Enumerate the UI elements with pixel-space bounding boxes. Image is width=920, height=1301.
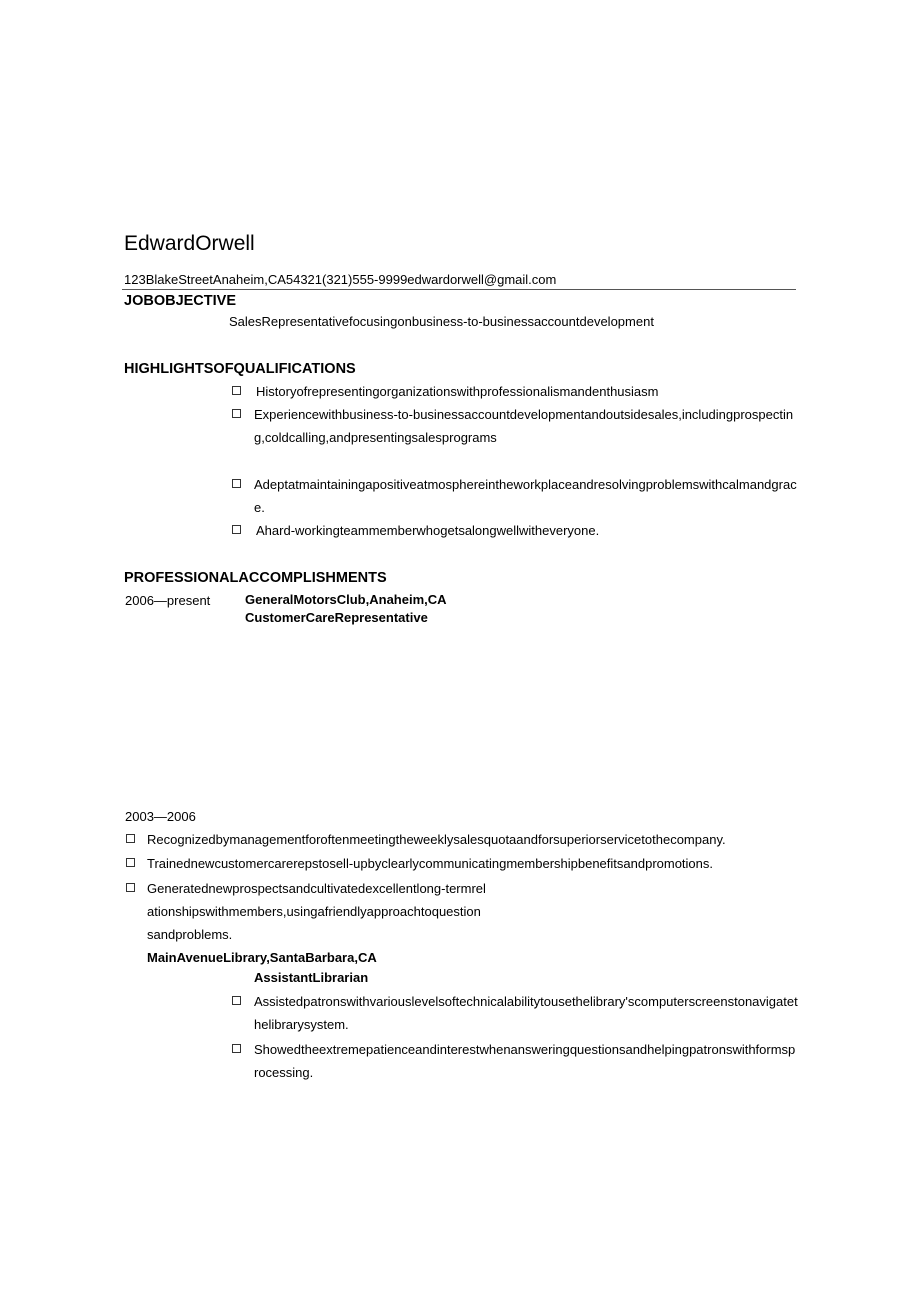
job2-dates: 2003—2006: [125, 809, 196, 824]
accomplishment-item: Trainednewcustomercarerepstosell-upbyclearlycommunicatingmembershipbenefitsandpromotions.: [147, 856, 714, 871]
accomplishment-item: Recognizedbymanagementforoftenmeetingtheweeklysalesquotaandforsuperiorservicetothecompany.: [147, 832, 726, 847]
resume-name: EdwardOrwell: [124, 232, 255, 255]
qualification-item: Experiencewithbusiness-to-businessaccountdevelopmentandoutsidesales,includingprospecting,coldcalling,andpresentingsalesprograms: [254, 407, 794, 445]
qualification-item: Historyofrepresentingorganizationswithprofessionalismandenthusiasm: [256, 384, 659, 399]
accomplishments-heading: PROFESSIONALACCOMPLISHMENTS: [124, 570, 387, 586]
job3-employer: MainAvenueLibrary,SantaBarbara,CA: [147, 950, 377, 965]
contact-line: 123BlakeStreetAnaheim,CA54321(321)555-9999edwardorwell@gmail.com: [124, 272, 557, 287]
bullet-checkbox-icon: [232, 996, 241, 1005]
bullet-checkbox-icon: [232, 1044, 241, 1053]
bullet-checkbox-icon: [232, 525, 241, 534]
job1-dates: 2006—present: [125, 593, 211, 608]
accomplishment-item: Showedtheextremepatienceandinterestwhenansweringquestionsandhelpingpatronswithformsprocessing.: [254, 1042, 796, 1080]
accomplishment-item: Assistedpatronswithvariouslevelsoftechnicalabilitytousethelibrary'scomputerscreenstonavigatethelibrarysystem.: [254, 994, 798, 1032]
objective-text: SalesRepresentativefocusingonbusiness-to-businessaccountdevelopment: [229, 314, 654, 329]
qualification-item: Ahard-workingteammemberwhogetsalongwellwitheveryone.: [256, 523, 600, 538]
bullet-checkbox-icon: [126, 883, 135, 892]
bullet-checkbox-icon: [126, 858, 135, 867]
bullet-checkbox-icon: [232, 479, 241, 488]
qualification-item: Adeptatmaintainingapositiveatmosphereintheworkplaceandresolvingproblemswithcalmandgrace.: [254, 477, 797, 515]
job1-employer: GeneralMotorsClub,Anaheim,CA: [245, 592, 447, 607]
header-divider: [122, 289, 796, 290]
accomplishment-item: Generatednewprospectsandcultivatedexcellentlong-termrelationshipswithmembers,usingafriendlyapproachtoquestionsandproblems.: [147, 881, 486, 942]
bullet-checkbox-icon: [126, 834, 135, 843]
job1-title: CustomerCareRepresentative: [245, 610, 428, 625]
objective-heading: JOBOBJECTIVE: [124, 293, 236, 309]
job3-title: AssistantLibrarian: [254, 970, 369, 985]
bullet-checkbox-icon: [232, 386, 241, 395]
qualifications-heading: HIGHLIGHTSOFQUALIFICATIONS: [124, 361, 356, 377]
bullet-checkbox-icon: [232, 409, 241, 418]
